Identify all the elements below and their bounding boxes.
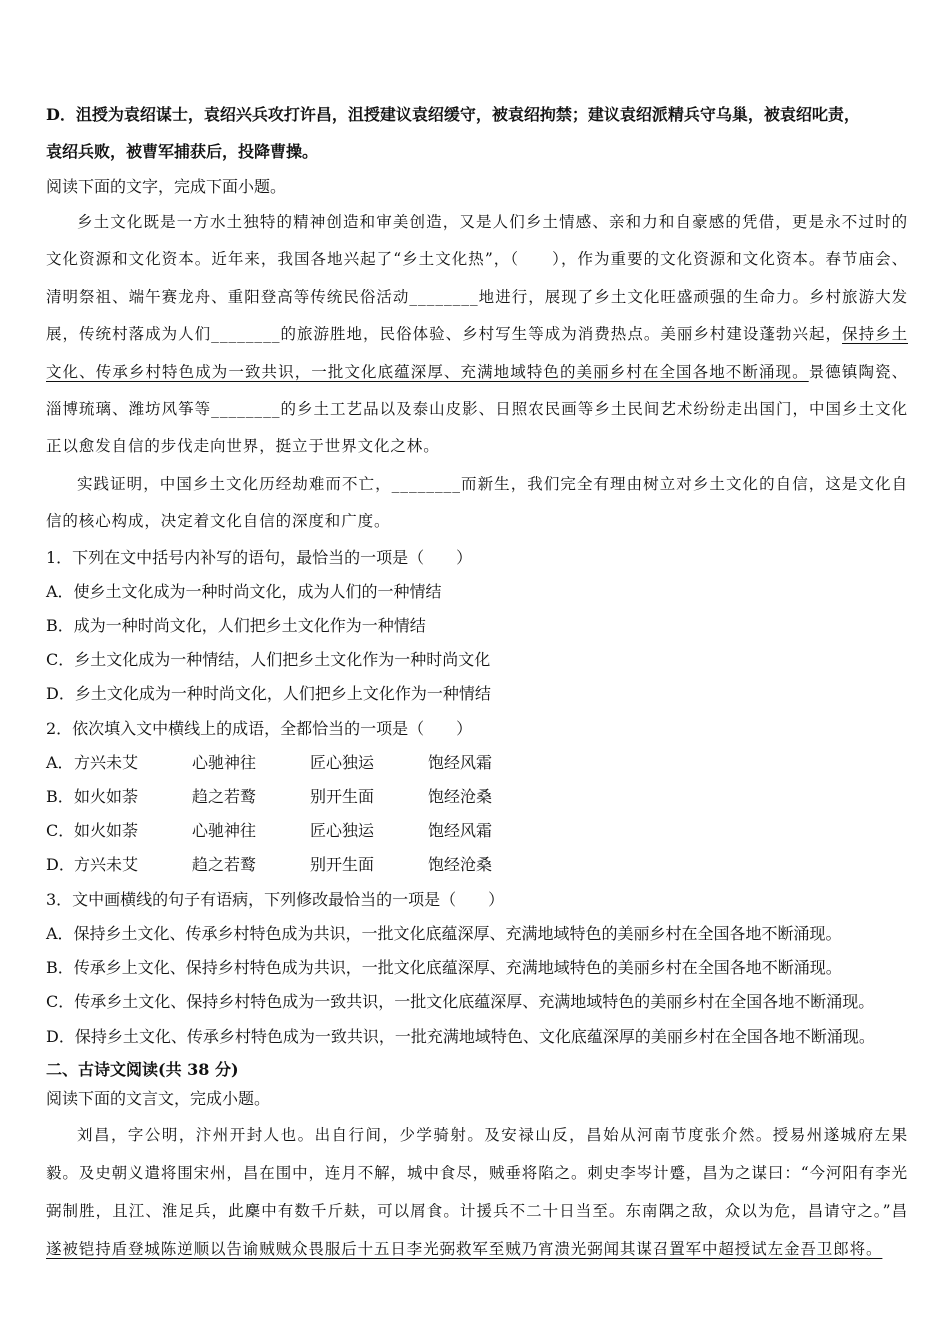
option-label: D． xyxy=(46,855,75,875)
option-word: 如火如荼 xyxy=(74,821,139,841)
reading1-paragraph-2: 实践证明，中国乡土文化历经劫难而不亡，________而新生，我们完全有理由树立对乡土文化的自信，这是文化自信的核心构成，决定着文化自信的深度和广度。 xyxy=(46,474,908,531)
option-b xyxy=(46,780,908,814)
option-c xyxy=(46,814,908,848)
prev-option-d-line1: D．沮授为袁绍谋士，袁绍兴兵攻打许昌，沮授建议袁绍缓守，被袁绍拘禁；建议袁绍派精兵守乌巢，被袁绍叱责， xyxy=(46,105,860,124)
option-word: 如火如荼 xyxy=(74,787,139,807)
option-a xyxy=(46,746,908,780)
option-d: D．保持乡土文化、传承乡村特色成为一致共识，一批充满地域特色、文化底蕴深厚的美丽乡村在全国各地不断涌现。 xyxy=(46,1026,875,1046)
question-1 xyxy=(46,541,908,712)
option-c: C．传承乡土文化、保持乡村特色成为一致共识，一批文化底蕴深厚、充满地域特色的美丽乡村在全国各地不断涌现。 xyxy=(46,992,875,1012)
question-3 xyxy=(46,883,908,1054)
underlined-sentence: 保持乡土文化、传承乡村特色成为一致共识，一批文化底蕴深厚、充满地域特色的美丽乡村在全国各地不断涌现。 xyxy=(46,325,908,381)
option-c: C．乡土文化成为一种情结，人们把乡土文化作为一种时尚文化 xyxy=(46,650,491,670)
option-word: 心驰神往 xyxy=(192,821,257,841)
option-word: 别开生面 xyxy=(310,855,375,875)
option-d: D．乡土文化成为一种时尚文化，人们把乡上文化作为一种情结 xyxy=(46,684,491,704)
reading1-paragraph-1 xyxy=(46,204,908,466)
paragraph-text: 乡土文化既是一方水土独特的精神创造和审美创造，又是人们乡土情感、亲和力和自豪感的凭借，更是永不过时的文化资源和文化资本。近年来，我国各地兴起了“乡土文化热”，（ ），作为重要的文化资源和文化资本。春节庙会、清明祭祖、端午赛龙舟、重阳登高等传统民俗活动________地进行，展现了乡土文化旺盛顽强的生命力。乡村旅游大发展，传统村落成为人们________的旅游胜地，民俗体验、乡村写生等成为消费热点。美丽乡村建设蓬勃兴起， xyxy=(46,213,908,344)
section2-intro: 阅读下面的文言文，完成小题。 xyxy=(46,1088,271,1108)
question-stem: 1．下列在文中括号内补写的语句，最恰当的一项是（ ） xyxy=(46,547,473,567)
reading1-intro: 阅读下面的文字，完成下面小题。 xyxy=(46,177,287,196)
question-stem: 2．依次填入文中横线上的成语，全都恰当的一项是（ ） xyxy=(46,718,473,738)
option-a: A．使乡土文化成为一种时尚文化，成为人们的一种情结 xyxy=(46,581,442,601)
option-d xyxy=(46,848,908,882)
option-word: 方兴未艾 xyxy=(74,752,139,772)
option-word: 趋之若鹜 xyxy=(192,787,257,807)
section-heading: 二、古诗文阅读(共 38 分) xyxy=(46,1059,239,1079)
option-word: 饱经沧桑 xyxy=(428,855,493,875)
option-word: 饱经沧桑 xyxy=(428,787,493,807)
question-2 xyxy=(46,712,908,883)
option-word: 趋之若鹜 xyxy=(192,855,257,875)
option-word: 匠心独运 xyxy=(310,821,375,841)
option-word: 别开生面 xyxy=(310,787,375,807)
option-b: B．成为一种时尚文化，人们把乡土文化作为一种情结 xyxy=(46,616,426,636)
document-page xyxy=(46,96,908,1268)
option-word: 饱经风霜 xyxy=(428,821,493,841)
option-word: 饱经风霜 xyxy=(428,752,493,772)
option-b: B．传承乡上文化、保持乡村特色成为共识，一批文化底蕴深厚、充满地域特色的美丽乡村在全国各地不断涌现。 xyxy=(46,958,842,978)
passage-text: 刘昌，字公明，汴州开封人也。出自行间，少学骑射。及安禄山反，昌始从河南节度张介然。授易州遂城府左果毅。及史朝义遣将围宋州，昌在围中，连月不解，城中食尽，贼垂将陷之。刺史李岑计蹙，昌为之谋曰：“今河阳有李光弼制胜，且江、淮足兵，此麇中有数千斤麸，可以屑食。计援兵不二十日当至。东南隅之敌，众以为危，昌请守之。”昌 xyxy=(46,1125,908,1220)
underlined-passage: 遂被铠持盾登城陈逆顺以告谕贼贼众畏服后十五日李光弼救军至贼乃宵溃光弼闻其谋召置军中超授试左金吾卫郎将。 xyxy=(46,1239,883,1258)
classical-passage xyxy=(46,1116,908,1268)
option-word: 匠心独运 xyxy=(310,752,375,772)
option-a: A．保持乡土文化、传承乡村特色成为共识，一批文化底蕴深厚、充满地域特色的美丽乡村在全国各地不断涌现。 xyxy=(46,923,842,943)
option-word: 方兴未艾 xyxy=(74,855,139,875)
option-label: A． xyxy=(46,752,74,772)
option-label: B． xyxy=(46,787,74,807)
paragraph-text: 景德镇陶瓷、淄博琉璃、潍坊风筝等________的乡土工艺品以及泰山皮影、日照农民画等乡土民间艺术纷纷走出国门，中国乡土文化正以愈发自信的步伐走向世界，挺立于世界文化之林。 xyxy=(46,362,909,456)
question-stem: 3．文中画横线的句子有语病，下列修改最恰当的一项是（ ） xyxy=(46,889,505,909)
prev-option-d-line2: 袁绍兵败，被曹军捕获后，投降曹操。 xyxy=(46,142,319,161)
option-word: 心驰神往 xyxy=(192,752,257,772)
option-label: C． xyxy=(46,821,75,841)
